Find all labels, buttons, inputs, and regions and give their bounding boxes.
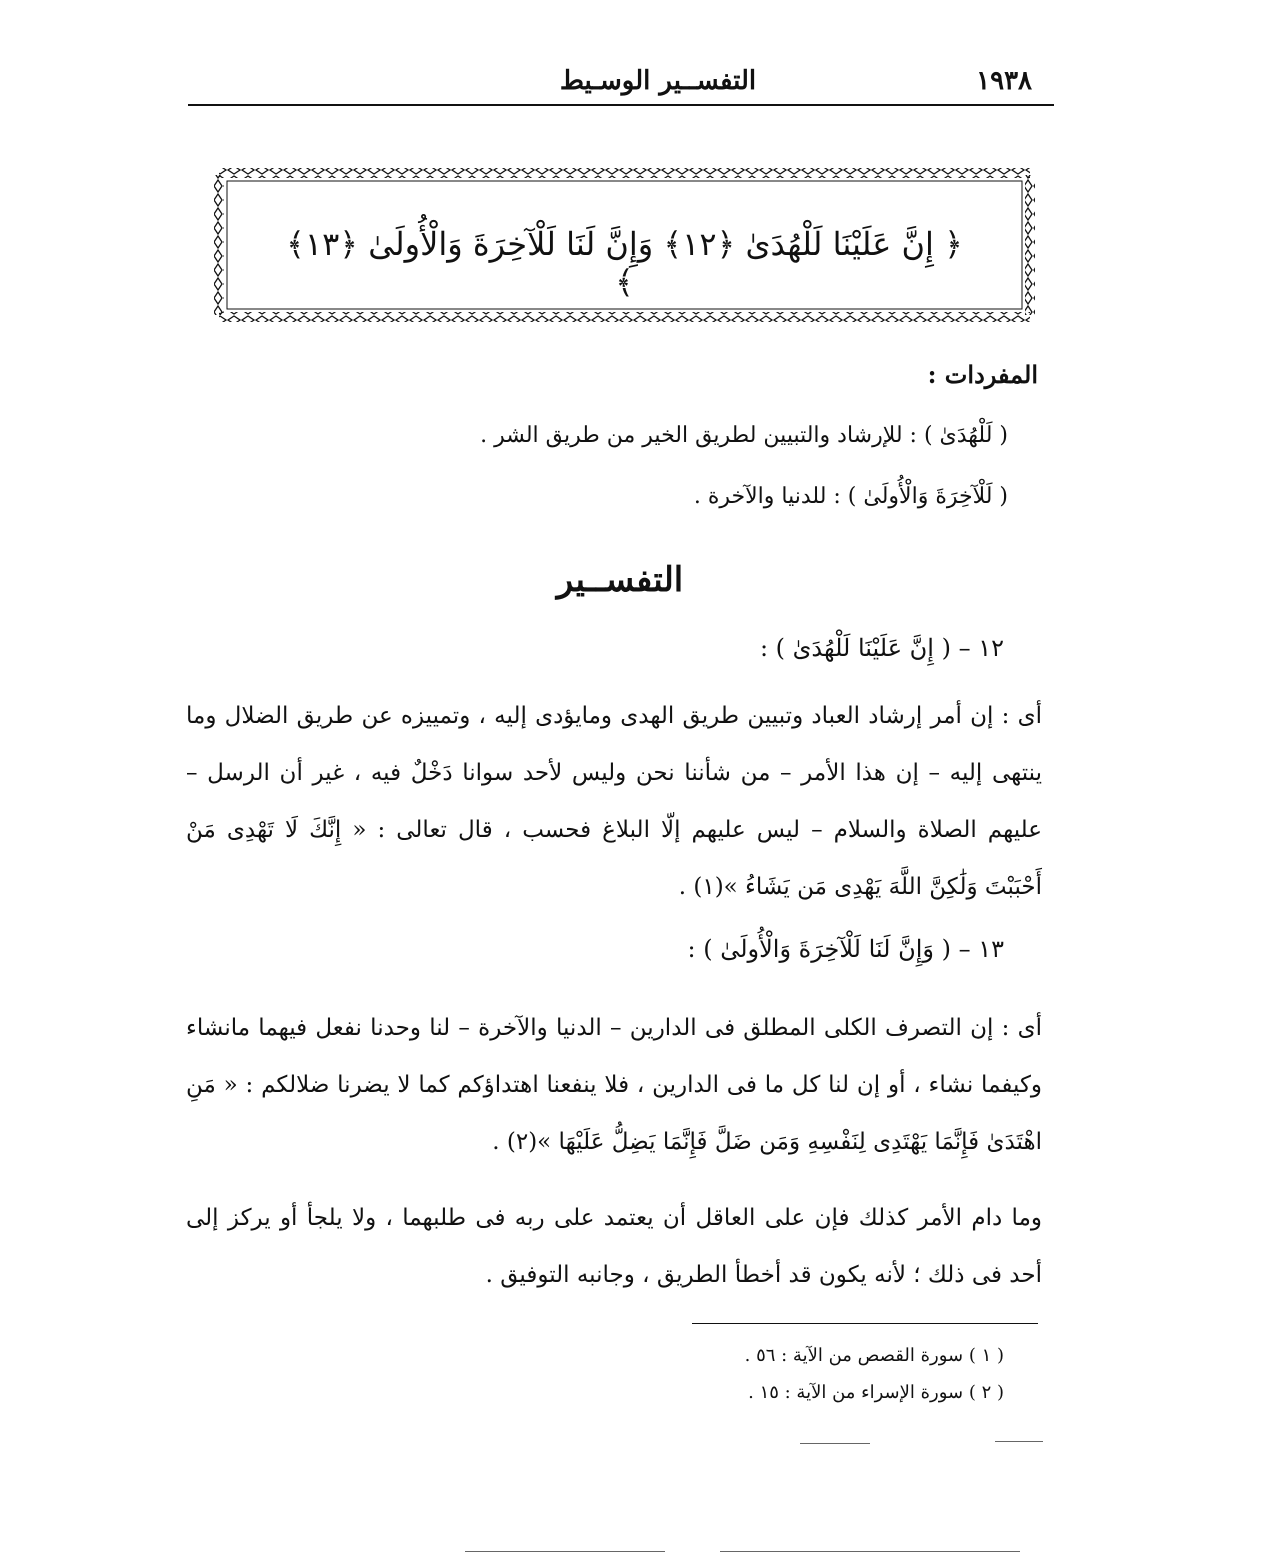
vocabulary-item: ( لَلْهُدَىٰ ) : للإرشاد والتبيين لطريق الخير من طريق الشر . — [480, 423, 1008, 448]
page-header — [188, 64, 1054, 106]
scan-artifact — [995, 1441, 1043, 1442]
page-number: ١٩٣٨ — [976, 66, 1032, 96]
verse-13-paragraph: أى : إن التصرف الكلى المطلق فى الدارين – الدنيا والآخرة – لنا وحدنا نفعل فيهما مانشاء وكيفما نشاء ، أو إن لنا كل ما فى الدارين ، فلا ينفعنا اهتداؤكم كما لا يضرنا ضلالكم : « مَنِ اهْتَدَىٰ فَإِنَّمَا يَهْتَدِى لِنَفْسِهِ وَمَن ضَلَّ فَإِنَّمَا يَضِلُّ عَلَيْهَا »(٢) . — [186, 1015, 1042, 1155]
tafsir-heading: التفســير — [556, 560, 684, 600]
verse-text: ﴿ إِنَّ عَلَيْنَا لَلْهُدَىٰ ﴿١٢﴾ وَإِنَّ لَنَا لَلْآخِرَةَ وَالْأُولَىٰ ﴿١٣﴾ ﴾ — [286, 225, 963, 301]
verse-12-heading: ١٢ – ( إِنَّ عَلَيْنَا لَلْهُدَىٰ ) : — [759, 634, 1004, 662]
verse-frame — [213, 165, 1036, 325]
closing-paragraph: وما دام الأمر كذلك فإن على العاقل أن يعتمد على ربه فى طلبهما ، ولا يلجأ أو يركز إلى أحد فى ذلك ؛ لأنه يكون قد أخطأ الطريق ، وجانبه التوفيق . — [186, 1205, 1042, 1288]
vocabulary-heading: المفردات : — [927, 360, 1038, 389]
footnote-divider — [692, 1323, 1038, 1324]
scan-artifact — [800, 1443, 870, 1444]
running-title: التفســير الوسـيط — [559, 66, 757, 96]
footnote: ( ١ ) سورة القصص من الآية : ٥٦ . — [744, 1345, 1004, 1366]
footnote: ( ٢ ) سورة الإسراء من الآية : ١٥ . — [748, 1382, 1004, 1403]
scan-artifact — [465, 1551, 665, 1552]
verse-12-paragraph: أى : إن أمر إرشاد العباد وتبيين طريق الهدى ومايؤدى إليه ، وتمييزه عن طريق الضلال وما ينتهى إليه – إن هذا الأمر – من شأننا نحن وليس لأحد سوانا دَخْلٌ فيه ، غير أن الرسل – عليهم الصلاة والسلام – ليس عليهم إلّا البلاغ فحسب ، قال تعالى : « إِنَّكَ لَا تَهْدِى مَنْ أَحْبَبْتَ وَلَٰكِنَّ اللَّهَ يَهْدِى مَن يَشَاءُ »(١) . — [186, 703, 1042, 900]
vocabulary-item: ( لَلْآخِرَةَ وَالْأُولَىٰ ) : للدنيا والآخرة . — [693, 484, 1008, 509]
verse-13-heading: ١٣ – ( وَإِنَّ لَنَا لَلْآخِرَةَ وَالْأُولَىٰ ) : — [687, 935, 1004, 963]
scan-artifact — [720, 1551, 1020, 1552]
